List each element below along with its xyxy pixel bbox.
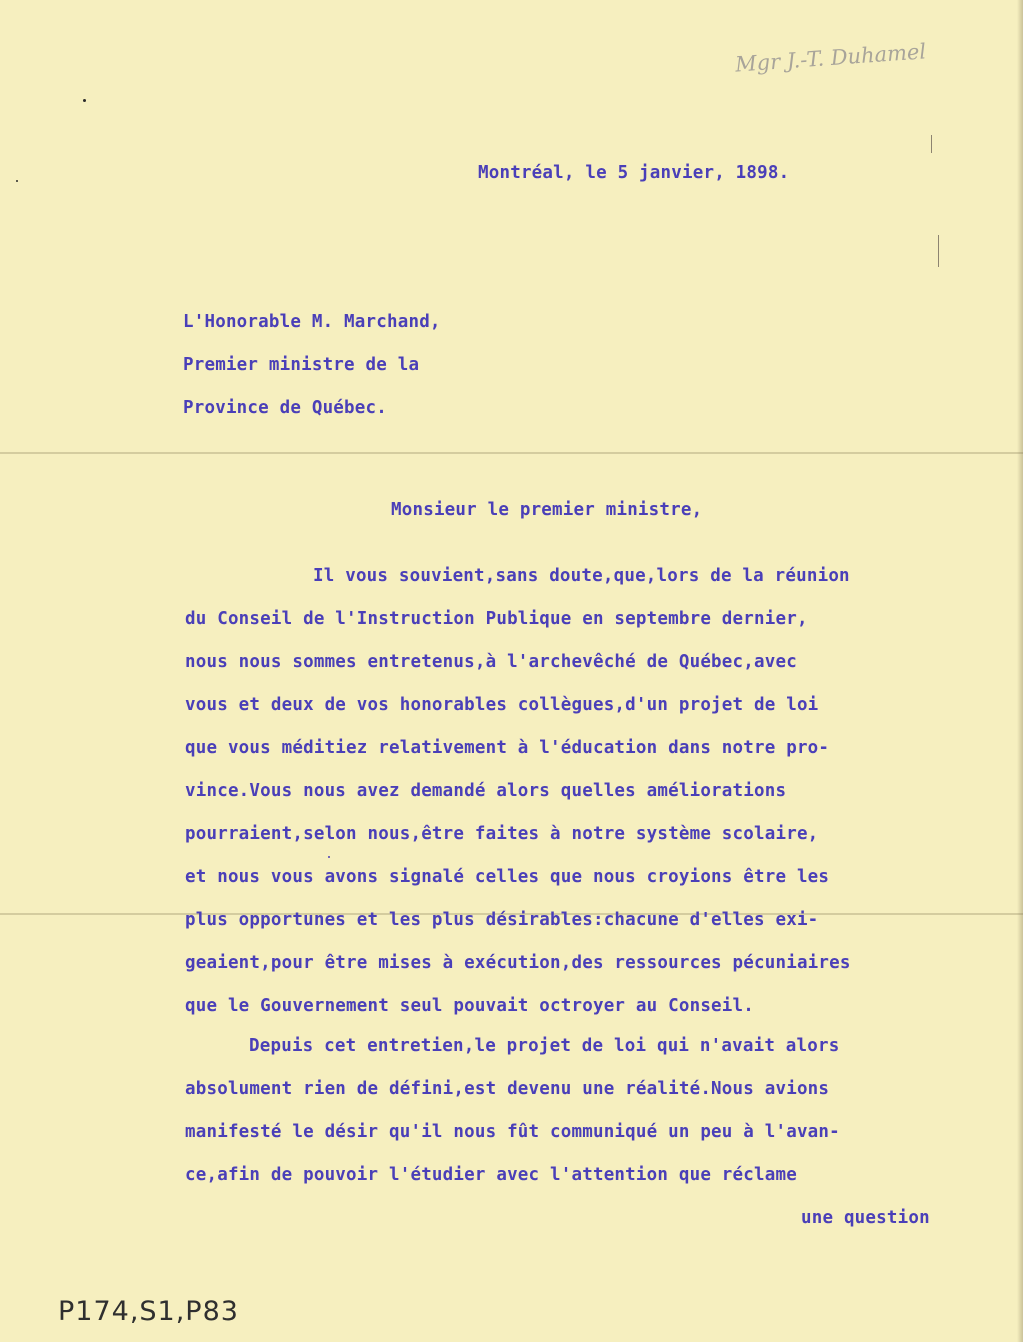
body-line: vous et deux de vos honorables collègues,d'un projet de loi <box>185 695 819 715</box>
pencil-annotation: Mgr J.-T. Duhamel <box>734 39 927 77</box>
ink-speck <box>83 99 86 102</box>
body-line: que vous méditiez relativement à l'éducation dans notre pro- <box>185 738 830 758</box>
date-line: Montréal, le 5 janvier, 1898. <box>478 163 790 183</box>
recipient-line: Premier ministre de la <box>183 355 420 375</box>
body-line: vince.Vous nous avez demandé alors quelles améliorations <box>185 781 787 801</box>
margin-tick <box>931 135 932 153</box>
body-line: une question <box>801 1208 930 1228</box>
ink-speck <box>328 856 330 858</box>
body-line: nous nous sommes entretenus,à l'archevêché de Québec,avec <box>185 652 797 672</box>
body-line: pourraient,selon nous,être faites à notre système scolaire, <box>185 824 819 844</box>
ink-speck <box>16 180 18 182</box>
body-line: ce,afin de pouvoir l'étudier avec l'attention que réclame <box>185 1165 797 1185</box>
body-line: que le Gouvernement seul pouvait octroyer au Conseil. <box>185 996 755 1016</box>
body-line: geaient,pour être mises à exécution,des ressources pécuniaires <box>185 953 851 973</box>
recipient-line: Province de Québec. <box>183 398 387 418</box>
fold-line-top <box>0 452 1023 454</box>
archive-reference: P174,S1,P83 <box>58 1296 239 1327</box>
margin-tick <box>938 235 939 267</box>
page-edge-shadow <box>1017 0 1023 1342</box>
body-line: Il vous souvient,sans doute,que,lors de la réunion <box>313 566 850 586</box>
body-line: plus opportunes et les plus désirables:chacune d'elles exi- <box>185 910 819 930</box>
body-line: et nous vous avons signalé celles que nous croyions être les <box>185 867 830 887</box>
body-line: du Conseil de l'Instruction Publique en septembre dernier, <box>185 609 808 629</box>
salutation: Monsieur le premier ministre, <box>391 500 703 520</box>
body-line: absolument rien de défini,est devenu une réalité.Nous avions <box>185 1079 830 1099</box>
body-line: Depuis cet entretien,le projet de loi qui n'avait alors <box>249 1036 840 1056</box>
recipient-line: L'Honorable M. Marchand, <box>183 312 441 332</box>
body-line: manifesté le désir qu'il nous fût communiqué un peu à l'avan- <box>185 1122 840 1142</box>
